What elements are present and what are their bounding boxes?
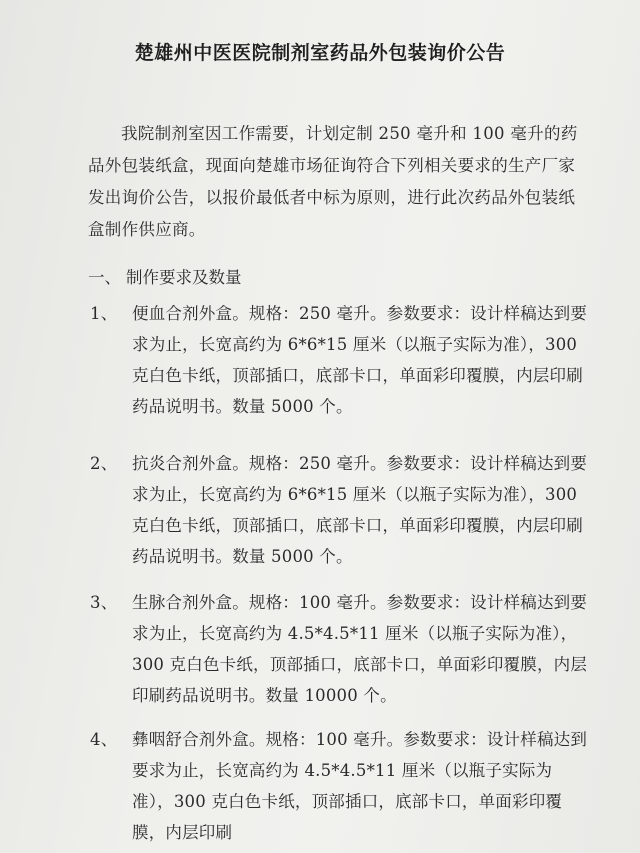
list-item bbox=[90, 587, 590, 711]
list-item-text: 便血合剂外盒。规格：250 毫升。参数要求：设计样稿达到要求为止，长宽高约为 6*6*15 厘米（以瓶子实际为准），300 克白色卡纸，顶部插口，底部卡口，单面彩印覆膜，内层印刷药品说明书。数量 5000 个。 bbox=[132, 304, 588, 416]
list-item-number: 1、 bbox=[90, 304, 118, 323]
list-item-number: 4、 bbox=[90, 730, 118, 749]
list-item-text: 彝咽舒合剂外盒。规格：100 毫升。参数要求：设计样稿达到要求为止，长宽高约为 4.5*4.5*11 厘米（以瓶子实际为准），300 克白色卡纸，顶部插口，底部卡口，单面彩印覆膜，内层印刷 bbox=[132, 730, 588, 842]
section-number: 一、 bbox=[88, 268, 121, 287]
document-title: 楚雄州中医医院制剂室药品外包装询价公告 bbox=[134, 42, 506, 64]
list-item-text: 生脉合剂外盒。规格：100 毫升。参数要求：设计样稿达到要求为止，长宽高约为 4.5*4.5*11 厘米（以瓶子实际为准），300 克白色卡纸，顶部插口，底部卡口，单面彩印覆膜，内层印刷药品说明书。数量 10000 个。 bbox=[132, 593, 588, 705]
list-item bbox=[90, 298, 590, 422]
list-item bbox=[90, 448, 590, 572]
list-item bbox=[90, 724, 590, 848]
intro-paragraph: 我院制剂室因工作需要，计划定制 250 毫升和 100 毫升的药品外包装纸盒，现面向楚雄市场征询符合下列相关要求的生产厂家发出询价公告，以报价最低者中标为原则，进行此次药品外包装纸盒制作供应商。 bbox=[88, 124, 578, 239]
list-item-number: 3、 bbox=[90, 593, 118, 612]
list-item-number: 2、 bbox=[90, 454, 118, 473]
section-heading-text: 制作要求及数量 bbox=[126, 268, 242, 287]
section-heading bbox=[88, 262, 568, 294]
list-item-text: 抗炎合剂外盒。规格：250 毫升。参数要求：设计样稿达到要求为止，长宽高约为 6*6*15 厘米（以瓶子实际为准），300 克白色卡纸，顶部插口，底部卡口，单面彩印覆膜，内层印刷药品说明书。数量 5000 个。 bbox=[132, 454, 588, 566]
